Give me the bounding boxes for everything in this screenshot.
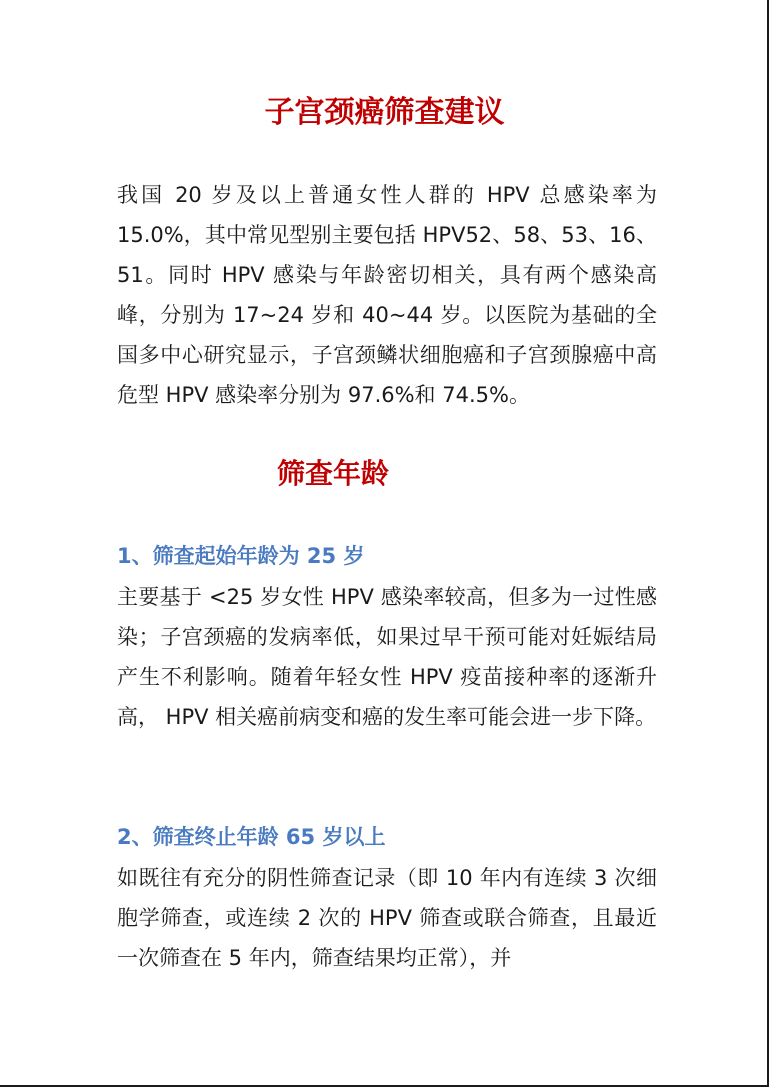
subheading-end-age: 2、筛查终止年龄 65 岁以上 xyxy=(117,825,386,849)
paragraph-start-age: 主要基于 <25 岁女性 HPV 感染率较高，但多为一过性感染；子宫颈癌的发病率低，如果过早干预可能对妊娠结局产生不利影响。随着年轻女性 HPV 疫苗接种率的逐渐升高， HPV 相关癌前病变和癌的发生率可能会进一步下降。 xyxy=(117,585,657,729)
subheading-start-age: 1、筛查起始年龄为 25 岁 xyxy=(117,544,365,568)
section-heading-screening-age: 筛查年龄 xyxy=(276,457,389,490)
paragraph-end-age: 如既往有充分的阴性筛查记录（即 10 年内有连续 3 次细胞学筛查，或连续 2 次的 HPV 筛查或联合筛查，且最近一次筛查在 5 年内，筛查结果均正常），并 xyxy=(117,866,657,970)
intro-paragraph: 我国 20 岁及以上普通女性人群的 HPV 总感染率为 15.0%，其中常见型别主要包括 HPV52、58、53、16、51。同时 HPV 感染与年龄密切相关，具有两个感染高峰，分别为 17~24 岁和 40~44 岁。以医院为基础的全国多中心研究显示，子宫颈鳞状细胞癌和子宫颈腺癌中高危型 HPV 感染率分别为 97.6%和 74.5%。 xyxy=(117,183,657,407)
page-title: 子宫颈癌筛查建议 xyxy=(264,95,505,130)
